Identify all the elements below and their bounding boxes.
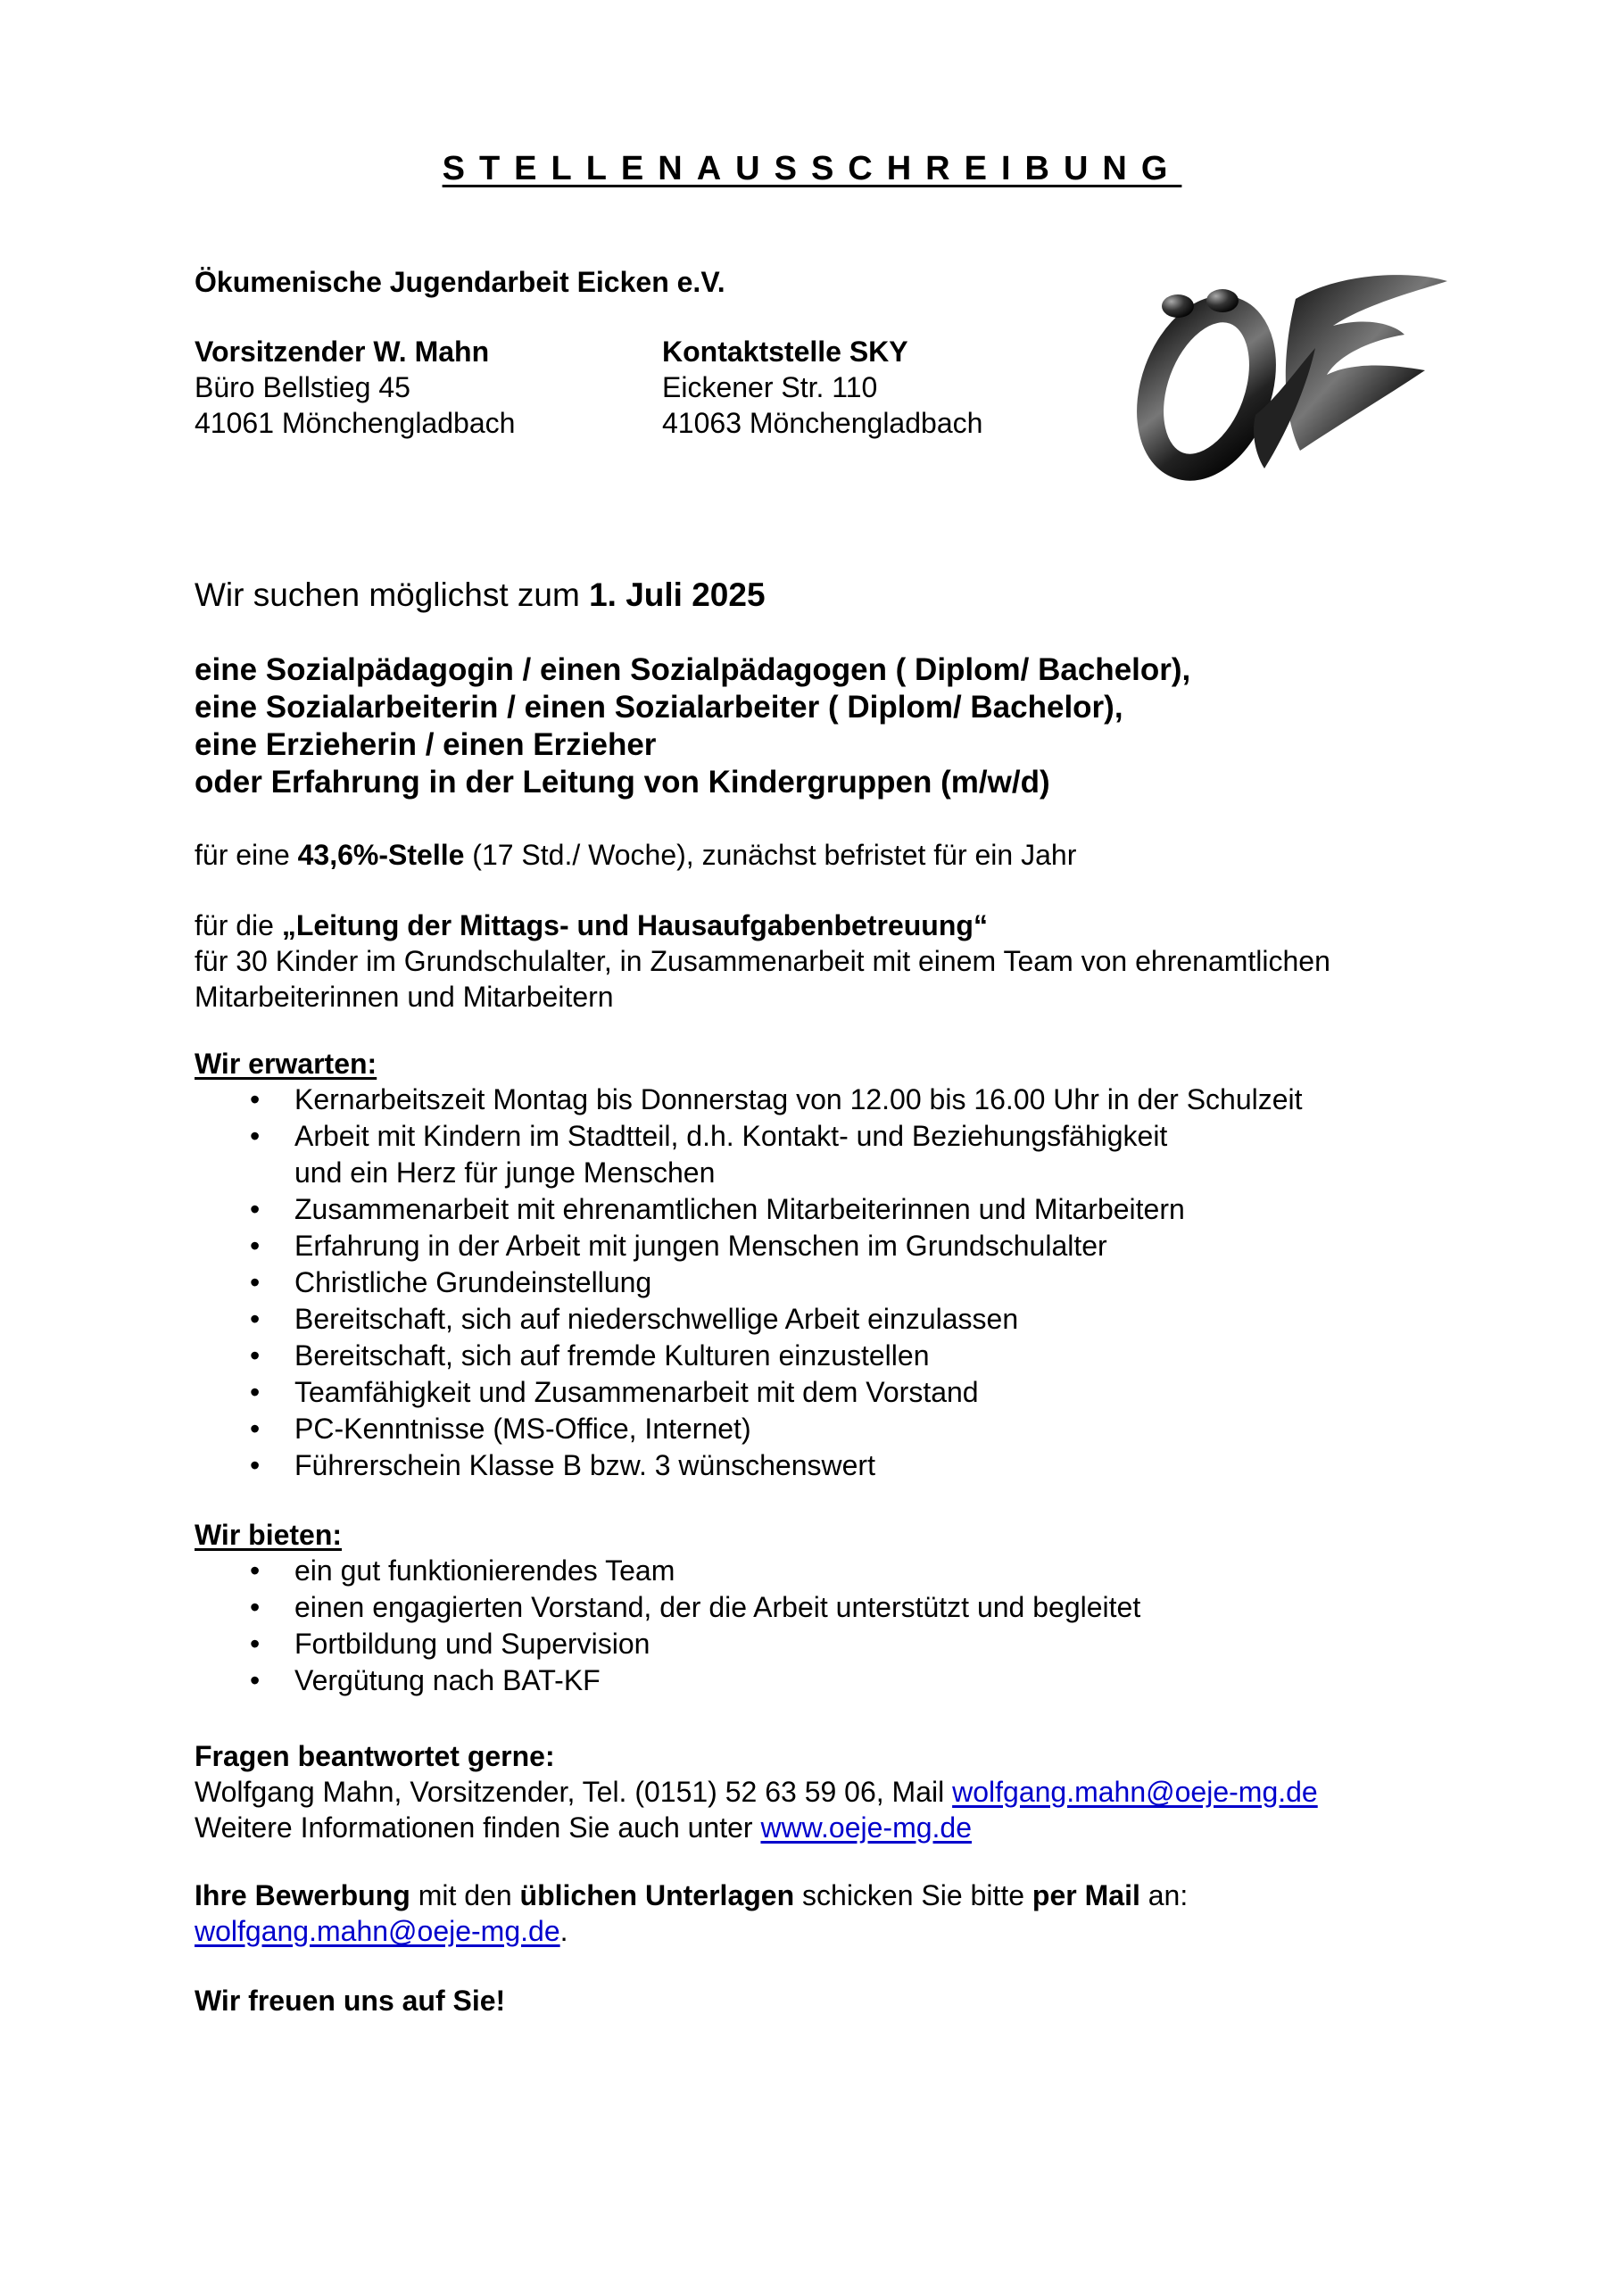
closing-line: Wir freuen uns auf Sie! [195, 1985, 506, 2017]
stelle-bold: 43,6%-Stelle [297, 839, 465, 871]
list-item: • Erfahrung in der Arbeit mit jungen Menschen im Grundschulalter [195, 1228, 1303, 1264]
list-item: • Vergütung nach BAT-KF [195, 1662, 1140, 1699]
list-item: • einen engagierten Vorstand, der die Arbeit unterstützt und begleitet [195, 1589, 1140, 1626]
bullet-icon: • [250, 1554, 261, 1587]
list-item: • PC-Kenntnisse (MS-Office, Internet) [195, 1411, 1303, 1447]
bullet-icon: • [250, 1266, 261, 1298]
intro-line [195, 576, 766, 614]
contact-left-line1: Büro Bellstieg 45 [195, 371, 410, 403]
bullet-icon: • [250, 1449, 261, 1481]
task-line2: für 30 Kinder im Grundschulalter, in Zusammenarbeit mit einem Team von ehrenamtlichen [195, 945, 1330, 977]
list-item: • Christliche Grundeinstellung [195, 1264, 1303, 1301]
list-item: • Bereitschaft, sich auf fremde Kulturen einzustellen [195, 1338, 1303, 1374]
position-line: eine Sozialpädagogin / einen Sozialpädagogen ( Diplom/ Bachelor), [195, 652, 1191, 687]
intro-date: 1. Juli 2025 [589, 576, 766, 613]
task-prefix: für die [195, 909, 282, 941]
list-item: • Kernarbeitszeit Montag bis Donnerstag von 12.00 bis 16.00 Uhr in der Schulzeit [195, 1082, 1303, 1118]
expect-list [195, 1082, 1303, 1484]
org-name: Ökumenische Jugendarbeit Eicken e.V. [195, 266, 725, 298]
position-line: eine Erzieherin / einen Erzieher [195, 727, 657, 762]
position-line: eine Sozialarbeiterin / einen Sozialarbeiter ( Diplom/ Bachelor), [195, 690, 1123, 725]
contact-right-line2: 41063 Mönchengladbach [662, 407, 983, 439]
task-bold: „Leitung der Mittags- und Hausaufgabenbetreuung“ [281, 909, 988, 941]
expect-heading: Wir erwarten: [195, 1048, 377, 1080]
apply-block [195, 1877, 1188, 1949]
bullet-icon: • [250, 1083, 261, 1115]
contact-left-heading: Vorsitzender W. Mahn [195, 336, 490, 368]
bullet-icon: • [250, 1376, 261, 1408]
stelle-prefix: für eine [195, 839, 298, 871]
list-item: • Bereitschaft, sich auf niederschwellige Arbeit einzulassen [195, 1301, 1303, 1338]
bullet-icon: • [250, 1303, 261, 1335]
offer-list [195, 1553, 1140, 1699]
contact-right [662, 334, 982, 441]
bullet-icon: • [250, 1230, 261, 1262]
contact-left [195, 334, 515, 441]
apply-line2: wolfgang.mahn@oeje-mg.de. [195, 1915, 568, 1947]
offer-heading: Wir bieten: [195, 1519, 343, 1551]
bullet-icon: • [250, 1413, 261, 1445]
contact-email-link[interactable]: wolfgang.mahn@oeje-mg.de [952, 1776, 1318, 1808]
apply-line1: Ihre Bewerbung mit den üblichen Unterlagen schicken Sie bitte per Mail an: [195, 1879, 1189, 1911]
intro-prefix: Wir suchen möglichst zum [195, 576, 590, 613]
bullet-icon: • [250, 1193, 261, 1225]
questions-line2: Weitere Informationen finden Sie auch unter www.oeje-mg.de [195, 1811, 972, 1844]
bullet-icon: • [250, 1591, 261, 1623]
stelle-line [195, 837, 1076, 873]
contact-left-line2: 41061 Mönchengladbach [195, 407, 516, 439]
questions-line1: Wolfgang Mahn, Vorsitzender, Tel. (0151) 52 63 59 06, Mail wolfgang.mahn@oeje-mg.de [195, 1776, 1318, 1808]
positions-block [195, 651, 1190, 801]
bullet-icon: • [250, 1628, 261, 1660]
apply-email-link[interactable]: wolfgang.mahn@oeje-mg.de [195, 1915, 560, 1947]
task-line3: Mitarbeiterinnen und Mitarbeitern [195, 981, 614, 1013]
list-item: • Fortbildung und Supervision [195, 1626, 1140, 1662]
list-item-continuation: und ein Herz für junge Menschen [294, 1156, 716, 1189]
contact-right-line1: Eickener Str. 110 [662, 371, 878, 403]
contact-right-heading: Kontaktstelle SKY [662, 336, 908, 368]
website-link[interactable]: www.oeje-mg.de [760, 1811, 972, 1844]
questions-block [195, 1738, 1318, 1845]
task-line1 [195, 908, 1330, 943]
list-item: • Arbeit mit Kindern im Stadtteil, d.h. Kontakt- und Beziehungsfähigkeit [195, 1118, 1303, 1155]
list-item: • Teamfähigkeit und Zusammenarbeit mit dem Vorstand [195, 1374, 1303, 1411]
list-item: • ein gut funktionierendes Team [195, 1553, 1140, 1589]
bullet-icon: • [250, 1120, 261, 1152]
bullet-icon: • [250, 1664, 261, 1696]
document-title: STELLENAUSSCHREIBUNG [442, 150, 1182, 187]
position-line: oder Erfahrung in der Leitung von Kindergruppen (m/w/d) [195, 765, 1050, 800]
list-item: • Führerschein Klasse B bzw. 3 wünschenswert [195, 1447, 1303, 1484]
bullet-icon: • [250, 1339, 261, 1372]
task-block [195, 908, 1330, 1015]
stelle-suffix: (17 Std./ Woche), zunächst befristet für ein Jahr [464, 839, 1077, 871]
questions-heading: Fragen beantwortet gerne: [195, 1740, 555, 1772]
list-item: • Zusammenarbeit mit ehrenamtlichen Mitarbeiterinnen und Mitarbeitern [195, 1191, 1303, 1228]
oeje-logo-icon [1073, 263, 1456, 491]
